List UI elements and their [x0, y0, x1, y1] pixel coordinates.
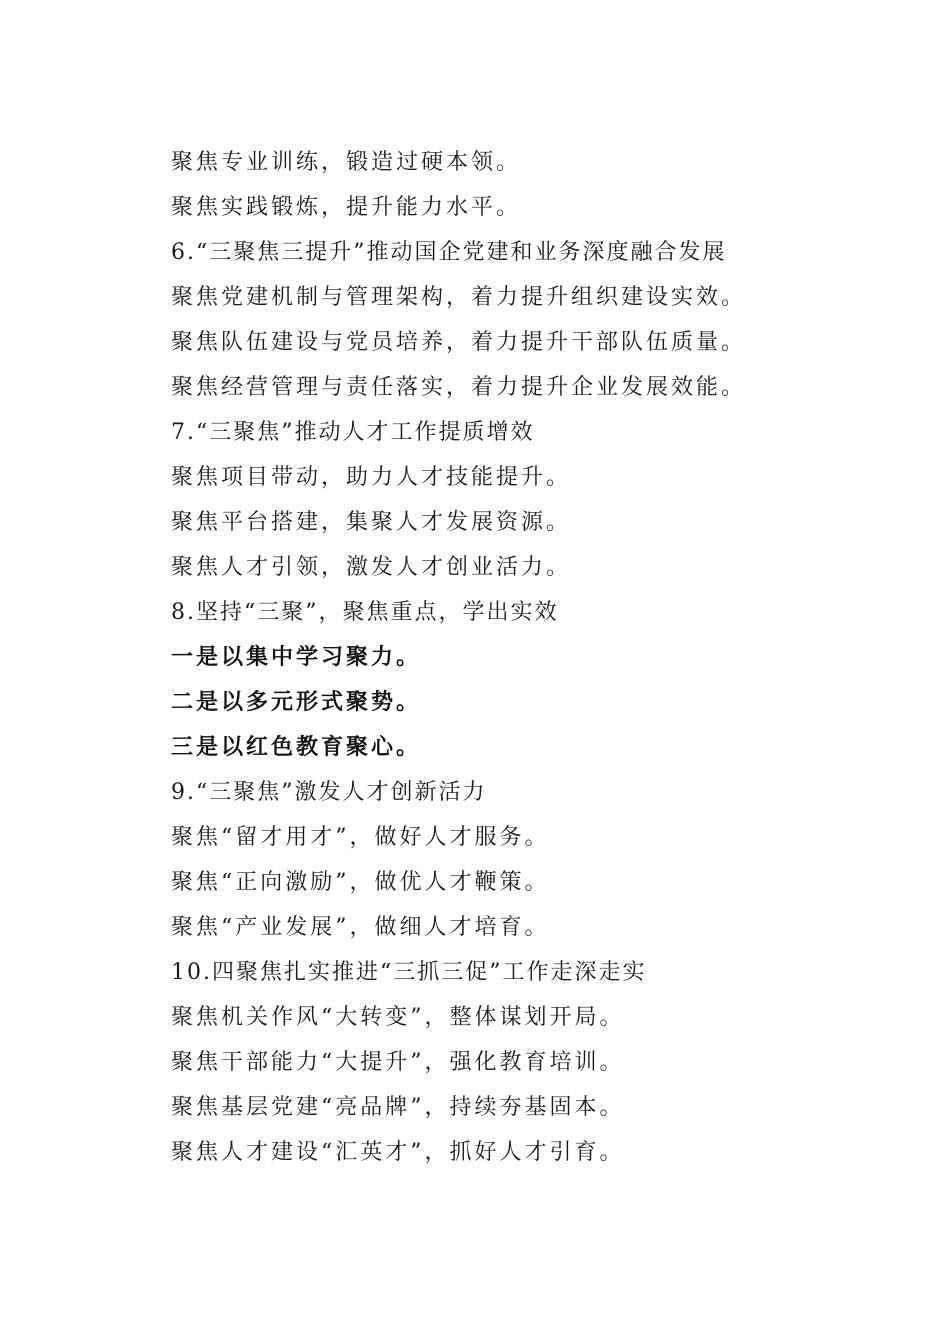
section-heading-10: 10.四聚焦扎实推进“三抓三促”工作走深走实 — [171, 960, 647, 985]
list-item: 聚焦人才引领，激发人才创业活力。 — [171, 555, 572, 580]
document-body — [171, 140, 891, 1175]
list-item: 聚焦“产业发展”，做细人才培育。 — [171, 915, 550, 940]
list-item: 聚焦队伍建设与党员培养，着力提升干部队伍质量。 — [171, 330, 747, 355]
section-heading-6: 6.“三聚焦三提升”推动国企党建和业务深度融合发展 — [171, 240, 727, 265]
list-item: 聚焦项目带动，助力人才技能提升。 — [171, 465, 572, 490]
bold-list-item: 二是以多元形式聚势。 — [171, 690, 422, 715]
list-item: 聚焦“留才用才”，做好人才服务。 — [171, 825, 550, 850]
bold-list-item: 一是以集中学习聚力。 — [171, 645, 422, 670]
list-item: 聚焦经营管理与责任落实，着力提升企业发展效能。 — [171, 375, 747, 400]
list-item: 聚焦平台搭建，集聚人才发展资源。 — [171, 510, 572, 535]
section-heading-8: 8.坚持“三聚”，聚焦重点，学出实效 — [171, 600, 559, 625]
section-heading-9: 9.“三聚焦”激发人才创新活力 — [171, 780, 487, 805]
list-item: 聚焦基层党建“亮品牌”，持续夯基固本。 — [171, 1095, 625, 1120]
section-heading-7: 7.“三聚焦”推动人才工作提质增效 — [171, 420, 535, 445]
list-item: 聚焦机关作风“大转变”，整体谋划开局。 — [171, 1005, 625, 1030]
list-item: 聚焦人才建设“汇英才”，抓好人才引育。 — [171, 1140, 625, 1165]
list-item: 聚焦专业训练，锻造过硬本领。 — [171, 150, 522, 175]
list-item: 聚焦干部能力“大提升”，强化教育培训。 — [171, 1050, 625, 1075]
bold-list-item: 三是以红色教育聚心。 — [171, 735, 422, 760]
list-item: 聚焦“正向激励”，做优人才鞭策。 — [171, 870, 550, 895]
list-item: 聚焦实践锻炼，提升能力水平。 — [171, 195, 522, 220]
list-item: 聚焦党建机制与管理架构，着力提升组织建设实效。 — [171, 285, 747, 310]
